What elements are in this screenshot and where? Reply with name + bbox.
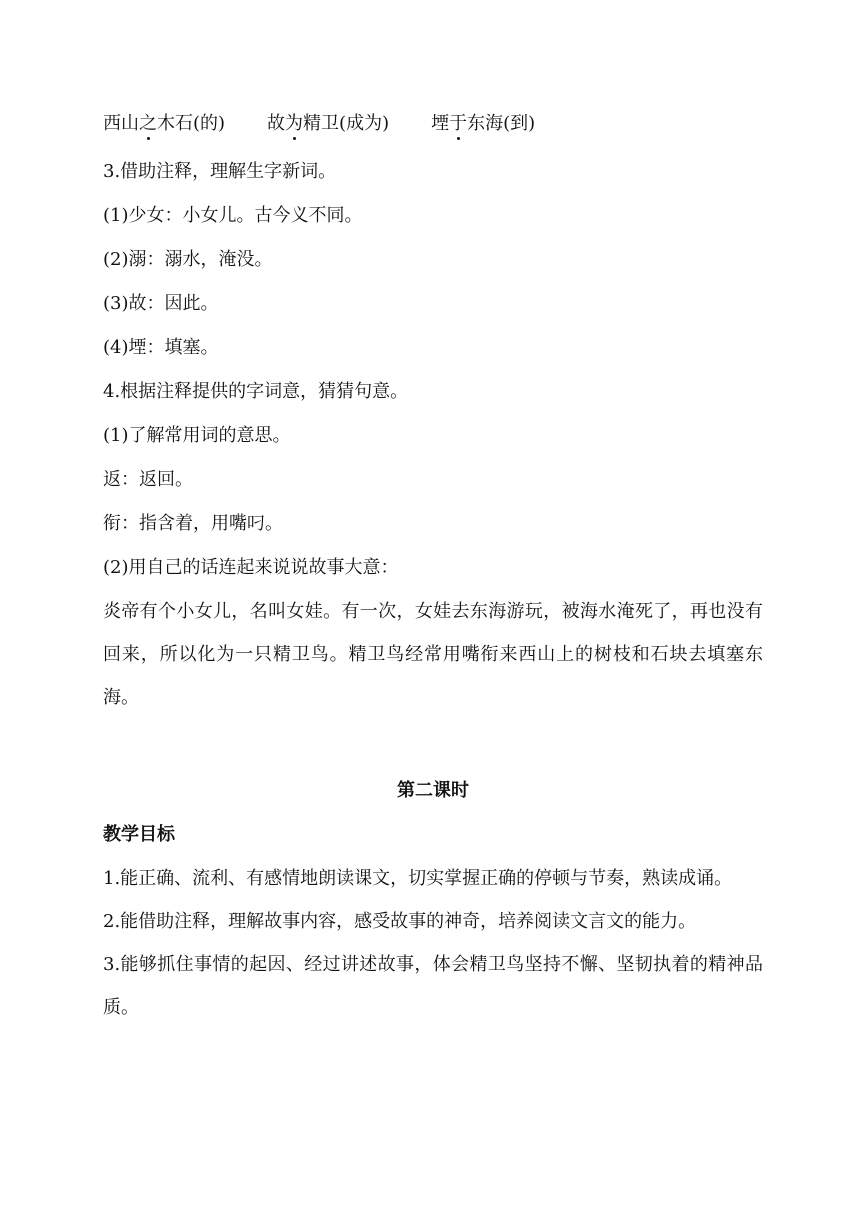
objective-item: 2.能借助注释，理解故事内容，感受故事的神奇，培养阅读文言文的能力。 xyxy=(103,911,697,932)
word-example-2 xyxy=(267,104,389,144)
emphasis-dot-char: 之 xyxy=(139,104,157,144)
definition-item: 返：返回。 xyxy=(103,469,193,490)
emphasis-dot-char: 于 xyxy=(449,104,467,144)
definition-item: 衔：指含着，用嘴叼。 xyxy=(103,513,283,534)
objective-item: 1.能正确、流利、有感情地朗读课文，切实掌握正确的停顿与节奏，熟读成诵。 xyxy=(103,868,733,889)
objectives-heading: 教学目标 xyxy=(103,824,175,845)
word-text: 东海(到) xyxy=(467,113,536,134)
word-example-3 xyxy=(431,104,535,144)
document-page xyxy=(103,104,763,1029)
word-text: 木石(的) xyxy=(157,113,226,134)
lesson-title: 第二课时 xyxy=(397,780,469,801)
annotated-words-row xyxy=(103,104,763,144)
definition-item: (1)少女：小女儿。古今义不同。 xyxy=(103,205,363,226)
objective-item: 3.能够抓住事情的起因、经过讲述故事，体会精卫鸟坚持不懈、坚韧执着的精神品质。 xyxy=(103,954,763,1018)
word-text: 西山 xyxy=(103,113,139,134)
subsection-title: (2)用自己的话连起来说说故事大意： xyxy=(103,557,399,578)
word-example-1 xyxy=(103,104,225,144)
definition-item: (4)堙：填塞。 xyxy=(103,337,219,358)
section-4-title: 4.根据注释提供的字词意，猜猜句意。 xyxy=(103,381,409,402)
word-text: 故 xyxy=(267,113,286,134)
subsection-title: (1)了解常用词的意思。 xyxy=(103,425,291,446)
definition-item: (3)故：因此。 xyxy=(103,293,219,314)
section-gap xyxy=(103,719,763,769)
word-text: 堙 xyxy=(431,113,450,134)
story-paragraph: 炎帝有个小女儿，名叫女娃。有一次，女娃去东海游玩，被海水淹死了，再也没有回来，所以化为一只精卫鸟。精卫鸟经常用嘴衔来西山上的树枝和石块去填塞东海。 xyxy=(103,601,763,708)
word-text: 精卫(成为) xyxy=(303,113,390,134)
section-3-title: 3.借助注释，理解生字新词。 xyxy=(103,161,337,182)
emphasis-dot-char: 为 xyxy=(285,104,303,144)
definition-item: (2)溺：溺水，淹没。 xyxy=(103,249,273,270)
